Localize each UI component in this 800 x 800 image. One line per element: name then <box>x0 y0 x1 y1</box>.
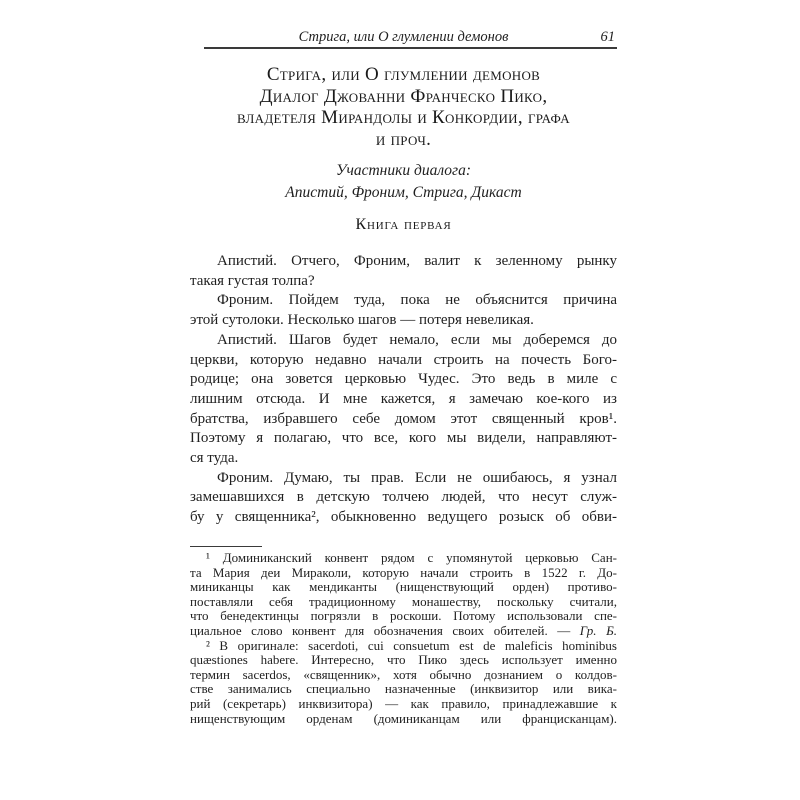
footnote-line: нищенствующим орденам (доминиканцам или францисканцам). <box>190 710 617 726</box>
body-line: Апистий. Отчего, Фроним, валит к зеленному рынку <box>217 253 617 269</box>
page-number: 61 <box>600 29 615 45</box>
title-line: Диалог Джованни Франческо Пико, <box>259 85 548 107</box>
title-line: владетеля Мирандолы и Конкордии, графа <box>237 107 570 128</box>
footnote-2 <box>190 639 617 727</box>
header-rule <box>204 47 617 49</box>
body-line: церкви, которую недавно начали строить на почесть Бого- <box>190 351 617 368</box>
text-column <box>190 0 617 800</box>
footnote-line: миниканцы как мендиканты (нищенствующий орден) противо- <box>190 579 617 595</box>
footnote-line: термин sacerdos, «священник», хотя обычно дознанием о колдов- <box>190 666 617 682</box>
footnote-line: ¹ Доминиканский конвент рядом с упомянутой церковью Сан- <box>206 550 617 565</box>
body-line: ся туда. <box>190 450 239 467</box>
body-line: этой сутолоки. Несколько шагов — потеря невеликая. <box>190 312 534 329</box>
title-line: Стрига, или О глумлении демонов <box>266 64 541 85</box>
footnote-line: та Мария деи Мираколи, которую начали строить в 1522 г. До- <box>190 564 617 580</box>
translator-attribution: Гр. Б. <box>579 622 617 638</box>
body-line: родице; она зовется церковью Чудес. Это ведь в миле с <box>190 371 617 388</box>
body-line: братства, избравшего себе домом этот священный кров¹. <box>190 410 617 427</box>
body-line: Поэтому я полагаю, что все, кого мы видели, направляют- <box>190 430 617 447</box>
section-heading: Книга первая <box>355 216 452 233</box>
paragraph-4 <box>190 469 617 528</box>
footnote-1-last-line <box>190 624 617 639</box>
body-line: Фроним. Думаю, ты прав. Если не ошибаюсь, я узнал <box>217 469 617 486</box>
body-line: Апистий. Шагов будет немало, если мы доберемся до <box>217 331 617 348</box>
footnote-line: что бенедектинцы погрязли в роскоши. Потому использовали спе- <box>190 608 617 624</box>
footnote-text: циальное слово конвент для обозначения своих обителей. — <box>190 622 580 638</box>
book-title <box>190 64 617 150</box>
footnote-line: поставляли себя традиционному монашеству, поскольку считали, <box>190 593 617 609</box>
footnote-1 <box>190 551 617 624</box>
footnote-line: стве занимались специально назначенные (инквизитор или вика- <box>190 681 617 697</box>
paragraph-2 <box>190 291 617 330</box>
cast-heading: Участники диалога: <box>336 162 471 179</box>
body-line: замешавшихся в детскую толчею людей, что несут служ- <box>190 489 617 506</box>
body-text <box>190 252 617 528</box>
body-line: такая густая толпа? <box>190 272 315 289</box>
body-line: Фроним. Пойдем туда, пока не объяснится причина <box>217 292 617 309</box>
running-title: Стрига, или О глумлении демонов <box>298 29 509 45</box>
paragraph-1 <box>190 252 617 291</box>
footnote-line: ² В оригинале: sacerdoti, cui consuetum est de maleficis hominibus <box>206 637 617 653</box>
cast-names: Апистий, Фроним, Стрига, Дикаст <box>285 183 522 201</box>
footnotes <box>190 551 617 726</box>
cast-block <box>190 160 617 203</box>
body-line: лишним отсюда. И мне кажется, я замечаю кое-кого из <box>190 390 617 407</box>
body-line: бу у священника², обыкновенно ведущего розыск об обви- <box>190 509 617 526</box>
footnote-line: quæstiones habere. Интересно, что Пико здесь использует именно <box>190 652 617 668</box>
running-header <box>190 28 617 46</box>
title-line: и проч. <box>375 128 432 150</box>
footnote-line: рий (секретарь) инквизитора) — как правило, принадлежавшие к <box>190 695 617 711</box>
footnote-rule <box>190 546 262 547</box>
paragraph-3 <box>190 331 617 469</box>
